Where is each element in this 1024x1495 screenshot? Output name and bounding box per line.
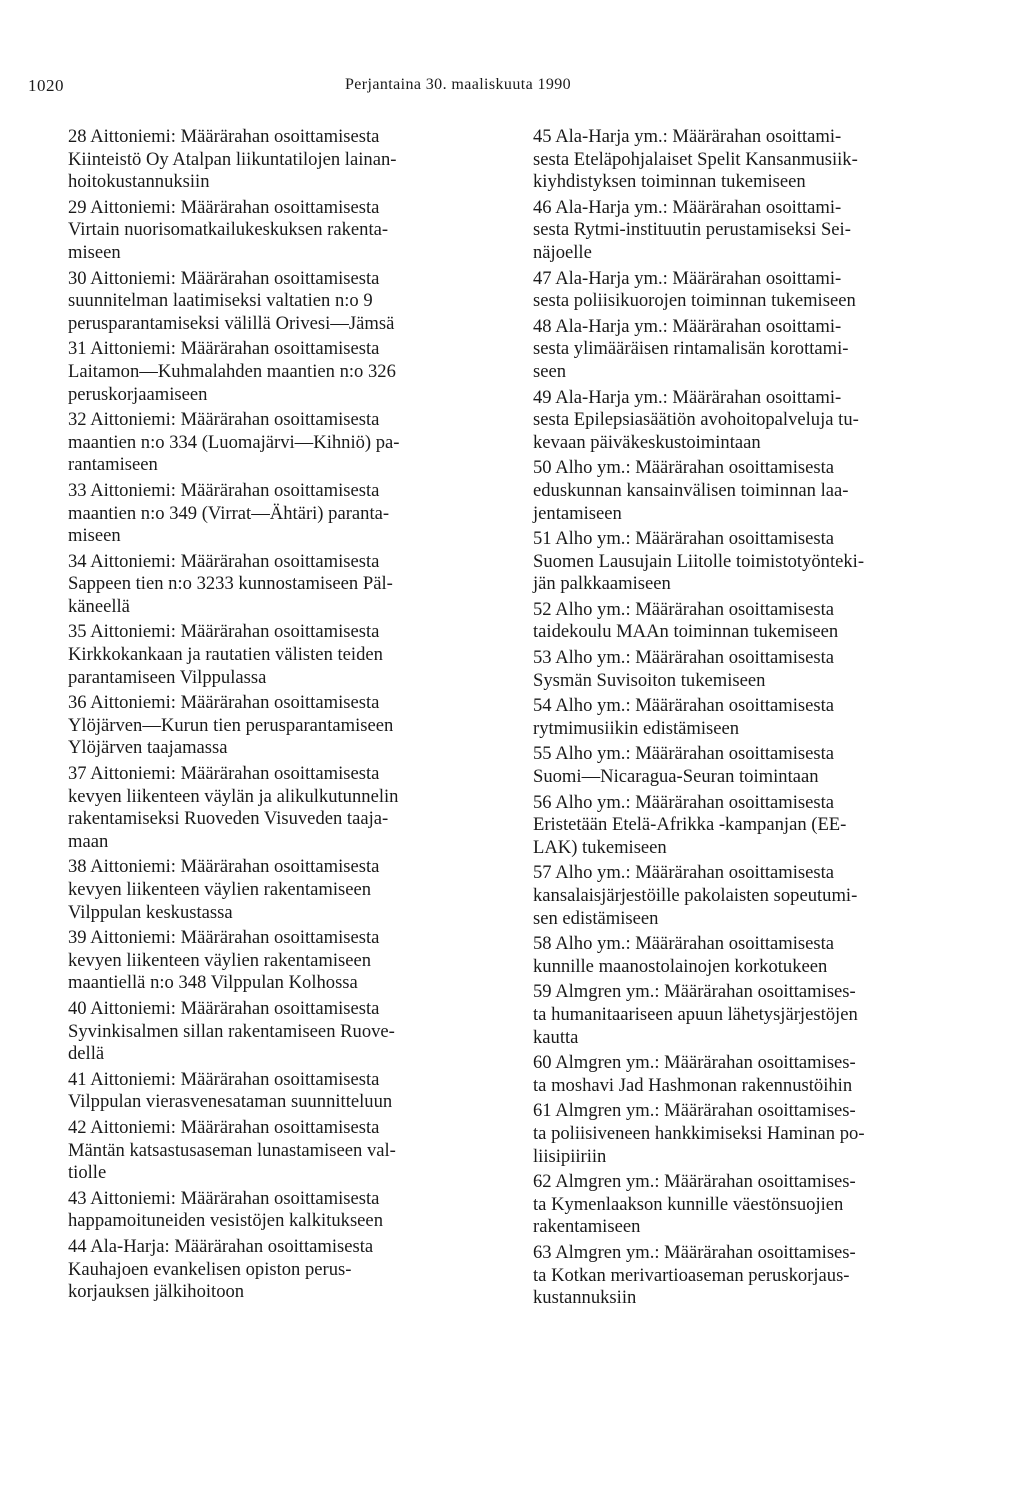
entry-line: 59 Almgren ym.: Määrärahan osoittamises- (533, 981, 856, 1003)
motion-entry (533, 268, 963, 313)
entry-line: 32 Aittoniemi: Määrärahan osoittamisesta (68, 409, 380, 431)
entry-line: Vilppulan keskustassa (68, 901, 233, 923)
motion-entry (533, 197, 963, 265)
entry-line: 61 Almgren ym.: Määrärahan osoittamises- (533, 1100, 856, 1122)
entry-line: 49 Ala-Harja ym.: Määrärahan osoittami- (533, 386, 842, 408)
motion-entry (68, 1117, 488, 1185)
motion-entry (533, 1052, 963, 1097)
entry-line: maantien n:o 334 (Luomajärvi—Kihniö) pa- (68, 431, 400, 453)
entry-line: parantamiseen Vilppulassa (68, 666, 267, 688)
entry-line: 57 Alho ym.: Määrärahan osoittamisesta (533, 862, 835, 884)
entry-line: happamoituneiden vesistöjen kalkitukseen (68, 1210, 383, 1232)
entry-line: 30 Aittoniemi: Määrärahan osoittamisesta (68, 267, 380, 289)
motion-entry (68, 621, 488, 689)
motion-entry (68, 197, 488, 265)
entry-line: kevaan päiväkeskustoimintaan (533, 431, 761, 453)
entry-line: kevyen liikenteen väylien rakentamiseen (68, 949, 372, 971)
entry-line: seen (533, 360, 567, 382)
entry-line: rantamiseen (68, 454, 158, 476)
entry-line: 31 Aittoniemi: Määrärahan osoittamisesta (68, 338, 380, 360)
entry-line: Mäntän katsastusaseman lunastamiseen val- (68, 1139, 396, 1161)
entry-line: 52 Alho ym.: Määrärahan osoittamisesta (533, 598, 835, 620)
entry-line: eduskunnan kansainvälisen toiminnan laa- (533, 479, 849, 501)
motion-entry (68, 998, 488, 1066)
entry-line: maantien n:o 349 (Virrat—Ähtäri) paranta- (68, 502, 390, 524)
entry-line: Kirkkokankaan ja rautatien välisten teiden (68, 644, 383, 666)
entry-line: liisipiiriin (533, 1145, 607, 1167)
entry-line: ta moshavi Jad Hashmonan rakennustöihin (533, 1074, 853, 1096)
entry-line: sesta Eteläpohjalaiset Spelit Kansanmusiik- (533, 148, 858, 170)
motion-entry (533, 647, 963, 692)
entry-line: sesta Rytmi-instituutin perustamiseksi Sei- (533, 219, 851, 241)
page-number: 1020 (28, 76, 64, 95)
entry-line: 44 Ala-Harja: Määrärahan osoittamisesta (68, 1235, 374, 1257)
entry-line: maantiellä n:o 348 Vilppulan Kolhossa (68, 972, 358, 994)
entry-line: sesta poliisikuorojen toiminnan tukemiseen (533, 290, 856, 312)
entry-line: miseen (68, 241, 121, 263)
entry-line: 43 Aittoniemi: Määrärahan osoittamisesta (68, 1187, 380, 1209)
entry-line: 33 Aittoniemi: Määrärahan osoittamisesta (68, 479, 380, 501)
entry-line: 60 Almgren ym.: Määrärahan osoittamises- (533, 1052, 856, 1074)
motion-entry (533, 862, 963, 930)
entry-line: korjauksen jälkihoitoon (68, 1281, 245, 1303)
motion-entry (68, 409, 488, 477)
entry-line: Kauhajoen evankelisen opiston perus- (68, 1258, 352, 1280)
entry-line: Virtain nuorisomatkailukeskuksen rakenta- (68, 219, 389, 241)
entry-line: sesta ylimääräisen rintamalisän korottami- (533, 338, 849, 360)
entry-line: 35 Aittoniemi: Määrärahan osoittamisesta (68, 621, 380, 643)
entry-line: jän palkkaamiseen (533, 573, 671, 595)
motion-entry (68, 338, 488, 406)
entry-line: Ylöjärven—Kurun tien perusparantamiseen (68, 714, 394, 736)
entry-line: rakentamiseen (533, 1216, 641, 1238)
entry-line: Sysmän Suvisoiton tukemiseen (533, 669, 766, 691)
entry-line: 50 Alho ym.: Määrärahan osoittamisesta (533, 457, 835, 479)
motion-entry (533, 792, 963, 860)
motion-entry (533, 528, 963, 596)
motion-entry (533, 1100, 963, 1168)
entry-line: 51 Alho ym.: Määrärahan osoittamisesta (533, 528, 835, 550)
entry-line: 62 Almgren ym.: Määrärahan osoittamises- (533, 1171, 856, 1193)
entry-line: 63 Almgren ym.: Määrärahan osoittamises- (533, 1241, 856, 1263)
entry-line: 38 Aittoniemi: Määrärahan osoittamisesta (68, 856, 380, 878)
entry-line: 41 Aittoniemi: Määrärahan osoittamisesta (68, 1068, 380, 1090)
entry-line: perusparantamiseksi välillä Orivesi—Jämsä (68, 312, 395, 334)
motion-entry (68, 480, 488, 548)
motion-entry (68, 551, 488, 619)
entry-line: 53 Alho ym.: Määrärahan osoittamisesta (533, 647, 835, 669)
entry-line: 29 Aittoniemi: Määrärahan osoittamisesta (68, 196, 380, 218)
entry-line: Eristetään Etelä-Afrikka -kampanjan (EE- (533, 814, 847, 836)
motion-entry (533, 316, 963, 384)
running-header: Perjantaina 30. maaliskuuta 1990 (345, 76, 572, 93)
entry-line: 58 Alho ym.: Määrärahan osoittamisesta (533, 933, 835, 955)
entry-line: 37 Aittoniemi: Määrärahan osoittamisesta (68, 763, 380, 785)
motion-entry (533, 695, 963, 740)
entry-line: kevyen liikenteen väylien rakentamiseen (68, 879, 372, 900)
entry-line: 48 Ala-Harja ym.: Määrärahan osoittami- (533, 315, 842, 337)
left-column (68, 126, 488, 1307)
entry-line: miseen (68, 525, 121, 547)
entry-line: sen edistämiseen (533, 907, 659, 929)
motion-entry (68, 126, 488, 194)
entry-line: sesta Epilepsiasäätiön avohoitopalveluja tu- (533, 409, 859, 431)
entry-line: tiolle (68, 1162, 107, 1184)
entry-line: LAK) tukemiseen (533, 836, 667, 858)
entry-line: taidekoulu MAAn toiminnan tukemiseen (533, 621, 839, 643)
motion-entry (533, 743, 963, 788)
entry-line: 36 Aittoniemi: Määrärahan osoittamisesta (68, 692, 380, 714)
entry-line: Ylöjärven taajamassa (68, 737, 228, 759)
entry-line: kiyhdistyksen toiminnan tukemiseen (533, 171, 806, 193)
motion-entry (533, 599, 963, 644)
entry-line: näjoelle (533, 241, 592, 263)
motion-entry (533, 457, 963, 525)
entry-line: Suomi—Nicaragua-Seuran toimintaan (533, 766, 819, 788)
entry-line: 45 Ala-Harja ym.: Määrärahan osoittami- (533, 126, 842, 147)
entry-line: Suomen Lausujain Liitolle toimistotyönteki- (533, 550, 865, 572)
motion-entry (533, 1242, 963, 1310)
entry-line: jentamiseen (533, 502, 622, 524)
entry-line: Laitamon—Kuhmalahden maantien n:o 326 (68, 360, 396, 382)
motion-entry (533, 387, 963, 455)
entry-line: kunnille maanostolainojen korkotukeen (533, 955, 828, 977)
entry-line: hoitokustannuksiin (68, 171, 210, 193)
entry-line: 46 Ala-Harja ym.: Määrärahan osoittami- (533, 196, 842, 218)
entry-line: 39 Aittoniemi: Määrärahan osoittamisesta (68, 927, 380, 949)
entry-line: 40 Aittoniemi: Määrärahan osoittamisesta (68, 997, 380, 1019)
entry-line: Sappeen tien n:o 3233 kunnostamiseen Päl- (68, 573, 393, 595)
motion-entry (533, 933, 963, 978)
entry-line: peruskorjaamiseen (68, 383, 208, 405)
entry-line: 55 Alho ym.: Määrärahan osoittamisesta (533, 743, 835, 765)
motion-entry (68, 927, 488, 995)
entry-line: Kiinteistö Oy Atalpan liikuntatilojen lainan- (68, 148, 397, 170)
entry-line: 56 Alho ym.: Määrärahan osoittamisesta (533, 791, 835, 813)
motion-entry (68, 763, 488, 853)
motion-entry (68, 1236, 488, 1304)
motion-entry (533, 1171, 963, 1239)
entry-line: kustannuksiin (533, 1287, 637, 1309)
motion-entry (68, 1188, 488, 1233)
entry-line: rakentamiseksi Ruoveden Visuveden taaja- (68, 808, 389, 830)
entry-line: 34 Aittoniemi: Määrärahan osoittamisesta (68, 550, 380, 572)
entry-line: kautta (533, 1026, 579, 1048)
entry-line: Vilppulan vierasvenesataman suunnitteluun (68, 1091, 393, 1113)
entry-line: 54 Alho ym.: Määrärahan osoittamisesta (533, 695, 835, 717)
motion-entry (533, 126, 963, 194)
entry-line: 47 Ala-Harja ym.: Määrärahan osoittami- (533, 267, 842, 289)
entry-line: 28 Aittoniemi: Määrärahan osoittamisesta (68, 126, 380, 147)
entry-line: dellä (68, 1043, 105, 1065)
motion-entry (68, 268, 488, 336)
motion-entry (68, 1069, 488, 1114)
entry-line: suunnitelman laatimiseksi valtatien n:o 9 (68, 290, 373, 312)
entry-line: ta Kotkan merivartioaseman peruskorjaus- (533, 1264, 850, 1286)
entry-line: kevyen liikenteen väylän ja alikulkutunnelin (68, 785, 399, 807)
entry-line: ta humanitaariseen apuun lähetysjärjestöjen (533, 1003, 858, 1025)
entry-line: ta Kymenlaakson kunnille väestönsuojien (533, 1193, 844, 1215)
entry-line: 42 Aittoniemi: Määrärahan osoittamisesta (68, 1116, 380, 1138)
motion-entry (68, 692, 488, 760)
right-column (533, 126, 963, 1313)
entry-line: rytmimusiikin edistämiseen (533, 717, 740, 739)
entry-line: Syvinkisalmen sillan rakentamiseen Ruove- (68, 1020, 395, 1042)
motion-entry (533, 981, 963, 1049)
entry-line: kansalaisjärjestöille pakolaisten sopeutumi- (533, 885, 858, 906)
entry-line: ta poliisiveneen hankkimiseksi Haminan po- (533, 1122, 865, 1144)
entry-line: käneellä (68, 595, 130, 617)
motion-entry (68, 856, 488, 924)
entry-line: maan (68, 830, 109, 852)
